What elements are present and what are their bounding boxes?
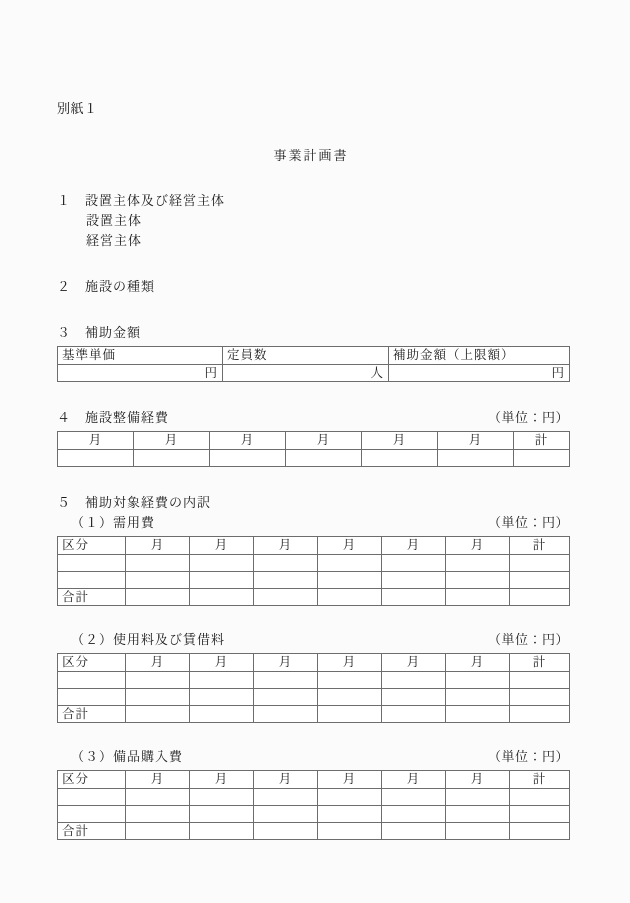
section-4-unit-note: （単位：円） bbox=[487, 410, 569, 425]
data-cell[interactable] bbox=[510, 672, 570, 689]
section-5-sub-3-heading: （３）備品購入費 bbox=[71, 749, 184, 764]
table-row bbox=[58, 806, 570, 823]
section-1 bbox=[57, 191, 569, 251]
section-5 bbox=[57, 493, 569, 840]
total-cell[interactable] bbox=[126, 823, 190, 840]
total-cell[interactable] bbox=[126, 589, 190, 606]
header-cell-month-3: 月 bbox=[254, 771, 318, 789]
data-cell[interactable] bbox=[318, 789, 382, 806]
header-cell-month-2: 月 bbox=[190, 537, 254, 555]
data-cell[interactable] bbox=[254, 572, 318, 589]
total-cell[interactable] bbox=[382, 589, 446, 606]
data-cell[interactable] bbox=[446, 672, 510, 689]
header-cell-month-1: 月 bbox=[58, 432, 134, 450]
value-cell-capacity-people[interactable]: 人 bbox=[223, 365, 389, 382]
data-cell[interactable] bbox=[318, 806, 382, 823]
section-5-sub-2-heading-row bbox=[57, 630, 569, 650]
table-total-row bbox=[58, 823, 570, 840]
total-cell[interactable] bbox=[126, 706, 190, 723]
total-label-cell: 合計 bbox=[58, 706, 126, 723]
header-cell-month-1: 月 bbox=[126, 771, 190, 789]
table-row bbox=[58, 572, 570, 589]
header-cell-category: 区分 bbox=[58, 654, 126, 672]
header-cell-month-3: 月 bbox=[254, 537, 318, 555]
total-cell[interactable] bbox=[190, 823, 254, 840]
data-cell[interactable] bbox=[58, 672, 126, 689]
header-cell-month-4: 月 bbox=[318, 654, 382, 672]
data-cell[interactable] bbox=[318, 672, 382, 689]
header-cell-month-5: 月 bbox=[382, 537, 446, 555]
table-row bbox=[58, 689, 570, 706]
data-cell[interactable] bbox=[318, 555, 382, 572]
rental-fee-table bbox=[57, 653, 570, 723]
total-cell[interactable] bbox=[318, 706, 382, 723]
section-1-heading: １ 設置主体及び経営主体 bbox=[57, 193, 226, 208]
table-header-row bbox=[58, 537, 570, 555]
header-cell-unit-price: 基準単価 bbox=[58, 347, 223, 365]
header-cell-month-1: 月 bbox=[126, 537, 190, 555]
section-5-sub-3-unit-note: （単位：円） bbox=[487, 749, 569, 764]
data-cell[interactable] bbox=[446, 689, 510, 706]
total-cell[interactable] bbox=[190, 589, 254, 606]
header-cell-month-6: 月 bbox=[446, 537, 510, 555]
section-5-sub-2-unit-note: （単位：円） bbox=[487, 632, 569, 647]
data-cell[interactable] bbox=[510, 806, 570, 823]
data-cell[interactable] bbox=[382, 572, 446, 589]
data-cell[interactable] bbox=[510, 789, 570, 806]
data-cell[interactable] bbox=[190, 806, 254, 823]
total-cell[interactable] bbox=[254, 589, 318, 606]
data-cell[interactable] bbox=[446, 572, 510, 589]
total-cell[interactable] bbox=[190, 706, 254, 723]
data-cell[interactable] bbox=[126, 789, 190, 806]
data-cell[interactable] bbox=[190, 689, 254, 706]
total-cell[interactable] bbox=[382, 823, 446, 840]
data-cell[interactable] bbox=[510, 555, 570, 572]
table-header-row bbox=[58, 771, 570, 789]
table-total-row bbox=[58, 589, 570, 606]
document-body bbox=[57, 100, 569, 840]
data-cell[interactable] bbox=[254, 672, 318, 689]
header-cell-month-4: 月 bbox=[286, 432, 362, 450]
data-cell[interactable] bbox=[126, 555, 190, 572]
data-cell[interactable] bbox=[58, 450, 134, 467]
data-cell[interactable] bbox=[514, 450, 570, 467]
data-cell[interactable] bbox=[254, 689, 318, 706]
total-cell[interactable] bbox=[510, 589, 570, 606]
section-3-heading: ３ 補助金額 bbox=[57, 325, 142, 340]
value-cell-unit-price-yen[interactable]: 円 bbox=[58, 365, 223, 382]
header-cell-month-2: 月 bbox=[190, 654, 254, 672]
equipment-purchase-table bbox=[57, 770, 570, 840]
data-cell[interactable] bbox=[190, 789, 254, 806]
table-row bbox=[58, 450, 570, 467]
total-cell[interactable] bbox=[318, 823, 382, 840]
header-cell-month-1: 月 bbox=[126, 654, 190, 672]
data-cell[interactable] bbox=[190, 555, 254, 572]
data-cell[interactable] bbox=[126, 672, 190, 689]
table-header-row bbox=[58, 432, 570, 450]
data-cell[interactable] bbox=[134, 450, 210, 467]
value-cell-subsidy-limit-yen[interactable]: 円 bbox=[389, 365, 570, 382]
data-cell[interactable] bbox=[382, 555, 446, 572]
header-cell-category: 区分 bbox=[58, 537, 126, 555]
header-cell-month-5: 月 bbox=[382, 654, 446, 672]
data-cell[interactable] bbox=[190, 572, 254, 589]
data-cell[interactable] bbox=[318, 689, 382, 706]
data-cell[interactable] bbox=[58, 555, 126, 572]
table-row bbox=[58, 672, 570, 689]
section-5-sub-2-heading: （２）使用料及び賃借料 bbox=[71, 632, 226, 647]
total-cell[interactable] bbox=[510, 823, 570, 840]
data-cell[interactable] bbox=[438, 450, 514, 467]
header-cell-month-5: 月 bbox=[362, 432, 438, 450]
subsidy-amount-table bbox=[57, 346, 570, 382]
header-cell-month-5: 月 bbox=[382, 771, 446, 789]
header-cell-month-4: 月 bbox=[318, 771, 382, 789]
data-cell[interactable] bbox=[190, 672, 254, 689]
total-cell[interactable] bbox=[254, 706, 318, 723]
data-cell[interactable] bbox=[286, 450, 362, 467]
section-1-line-2: 経営主体 bbox=[86, 233, 143, 248]
total-cell[interactable] bbox=[318, 589, 382, 606]
total-cell[interactable] bbox=[446, 706, 510, 723]
data-cell[interactable] bbox=[382, 672, 446, 689]
header-cell-capacity: 定員数 bbox=[223, 347, 389, 365]
data-cell[interactable] bbox=[58, 789, 126, 806]
data-cell[interactable] bbox=[58, 806, 126, 823]
section-5-sub-3-heading-row bbox=[57, 747, 569, 767]
total-cell[interactable] bbox=[446, 823, 510, 840]
data-cell[interactable] bbox=[382, 689, 446, 706]
data-cell[interactable] bbox=[254, 806, 318, 823]
total-cell[interactable] bbox=[510, 706, 570, 723]
document-title: 事業計画書 bbox=[273, 148, 349, 163]
total-cell[interactable] bbox=[254, 823, 318, 840]
section-4 bbox=[57, 408, 569, 467]
section-5-sub-1-heading: （１）需用費 bbox=[71, 515, 156, 530]
header-cell-total: 計 bbox=[510, 654, 570, 672]
header-cell-category: 区分 bbox=[58, 771, 126, 789]
total-label-cell: 合計 bbox=[58, 589, 126, 606]
data-cell[interactable] bbox=[318, 572, 382, 589]
data-cell[interactable] bbox=[362, 450, 438, 467]
header-cell-month-6: 月 bbox=[438, 432, 514, 450]
data-cell[interactable] bbox=[58, 689, 126, 706]
section-2 bbox=[57, 277, 569, 297]
data-cell[interactable] bbox=[58, 572, 126, 589]
facility-cost-table bbox=[57, 431, 570, 467]
data-cell[interactable] bbox=[126, 689, 190, 706]
data-cell[interactable] bbox=[446, 806, 510, 823]
section-4-heading: ４ 施設整備経費 bbox=[57, 410, 170, 425]
header-cell-month-3: 月 bbox=[210, 432, 286, 450]
data-cell[interactable] bbox=[446, 555, 510, 572]
section-5-sub-1-heading-row bbox=[57, 513, 569, 533]
section-5-heading: ５ 補助対象経費の内訳 bbox=[57, 495, 212, 510]
table-header-row bbox=[58, 347, 570, 365]
header-cell-month-6: 月 bbox=[446, 771, 510, 789]
table-total-row bbox=[58, 706, 570, 723]
data-cell[interactable] bbox=[510, 572, 570, 589]
header-cell-month-2: 月 bbox=[134, 432, 210, 450]
supplies-expense-table bbox=[57, 536, 570, 606]
header-cell-month-2: 月 bbox=[190, 771, 254, 789]
header-cell-total: 計 bbox=[514, 432, 570, 450]
data-cell[interactable] bbox=[446, 789, 510, 806]
data-cell[interactable] bbox=[510, 689, 570, 706]
document-reference-label: 別紙１ bbox=[57, 101, 98, 116]
data-cell[interactable] bbox=[382, 789, 446, 806]
data-cell[interactable] bbox=[254, 555, 318, 572]
data-cell[interactable] bbox=[382, 806, 446, 823]
header-cell-month-6: 月 bbox=[446, 654, 510, 672]
table-header-row bbox=[58, 654, 570, 672]
section-1-line-1: 設置主体 bbox=[86, 213, 143, 228]
total-cell[interactable] bbox=[382, 706, 446, 723]
section-4-heading-row bbox=[57, 408, 569, 428]
section-5-sub-1-unit-note: （単位：円） bbox=[487, 515, 569, 530]
table-row bbox=[58, 789, 570, 806]
header-cell-month-3: 月 bbox=[254, 654, 318, 672]
header-cell-month-4: 月 bbox=[318, 537, 382, 555]
header-cell-total: 計 bbox=[510, 537, 570, 555]
header-cell-subsidy-limit: 補助金額（上限額） bbox=[389, 347, 570, 365]
total-cell[interactable] bbox=[446, 589, 510, 606]
data-cell[interactable] bbox=[210, 450, 286, 467]
data-cell[interactable] bbox=[254, 789, 318, 806]
section-2-heading: ２ 施設の種類 bbox=[57, 279, 156, 294]
total-label-cell: 合計 bbox=[58, 823, 126, 840]
table-row bbox=[58, 555, 570, 572]
table-row bbox=[58, 365, 570, 382]
data-cell[interactable] bbox=[126, 806, 190, 823]
data-cell[interactable] bbox=[126, 572, 190, 589]
section-3 bbox=[57, 323, 569, 382]
header-cell-total: 計 bbox=[510, 771, 570, 789]
